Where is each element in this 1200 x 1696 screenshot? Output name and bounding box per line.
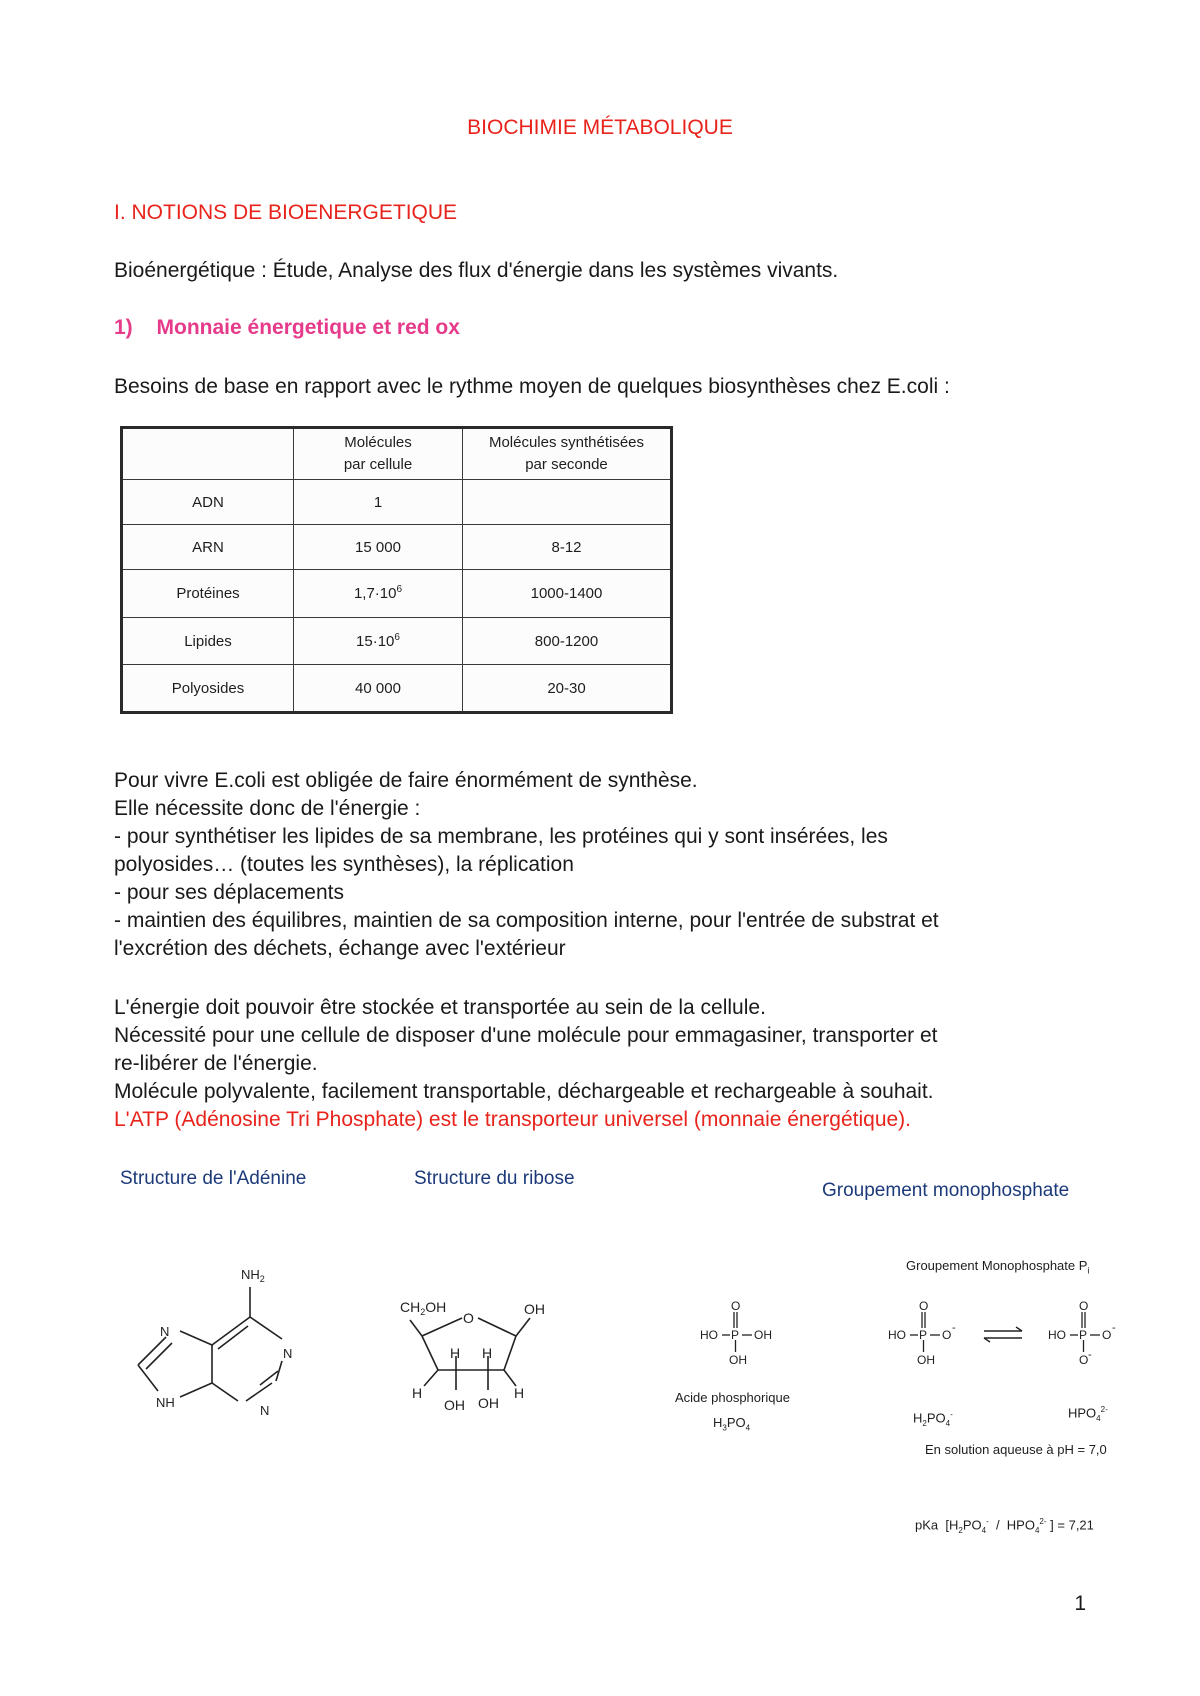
svg-text:OH: OH [729, 1353, 747, 1367]
acid-name: Acide phosphorique [675, 1390, 790, 1405]
svg-text:HO: HO [700, 1328, 718, 1342]
svg-text:O: O [463, 1310, 474, 1326]
dihydrogen-phosphate-structure [888, 1298, 978, 1368]
atp-statement: L'ATP (Adénosine Tri Phosphate) est le transporteur universel (monnaie énergétique). [114, 1108, 912, 1131]
table-intro: Besoins de base en rapport avec le rythme moyen de quelques biosynthèses chez E.coli : [114, 375, 950, 398]
svg-text:P: P [919, 1328, 928, 1342]
text-line: - pour ses déplacements [114, 881, 344, 904]
adenine-caption: Structure de l'Adénine [120, 1168, 307, 1189]
per-cell-exponent: 6 [394, 632, 400, 644]
text-line: Molécule polyvalente, facilement transportable, déchargeable et rechargeable à souhait. [114, 1080, 934, 1103]
species-left: $H_2PO_4^-$ [913, 1410, 953, 1428]
subsection-heading [114, 316, 460, 340]
ribose-caption: Structure du ribose [414, 1168, 575, 1189]
svg-text:H: H [412, 1385, 423, 1401]
header-per-second-line2: par seconde [525, 456, 608, 473]
phosphate-subtitle-sub: i [1087, 1265, 1090, 1276]
svg-text:N: N [260, 1403, 270, 1418]
svg-text:O: O [942, 1328, 952, 1342]
ribose-structure [400, 1290, 600, 1440]
per-second-value: 800-1200 [463, 617, 672, 665]
per-second-value [463, 480, 672, 525]
text-line: l'excrétion des déchets, échange avec l'extérieur [114, 937, 566, 960]
svg-text:N: N [160, 1324, 170, 1339]
header-per-cell [294, 428, 463, 480]
biosynthesis-table [120, 426, 673, 714]
svg-text:-: - [1112, 1322, 1116, 1334]
svg-text:P: P [1079, 1328, 1088, 1342]
text-line: Elle nécessite donc de l'énergie : [114, 797, 421, 820]
svg-text:OH: OH [917, 1353, 935, 1367]
text-line: - pour synthétiser les lipides de sa membrane, les protéines qui y sont insérées, les [114, 825, 888, 848]
per-cell-mantissa: 15·10 [356, 633, 395, 651]
condition-text: En solution aqueuse à pH = 7,0 [925, 1442, 1107, 1457]
svg-text:OH: OH [444, 1397, 465, 1413]
per-cell-value: 40 000 [294, 665, 463, 713]
molecule-name: ARN [122, 525, 294, 570]
svg-text:O: O [919, 1299, 929, 1313]
text-line: Nécessité pour une cellule de disposer d'une molécule pour emmagasiner, transporter et [114, 1024, 938, 1047]
subsection-number: 1) [114, 316, 133, 339]
text-line: - maintien des équilibres, maintien de sa composition interne, pour l'entrée de substrat et [114, 909, 939, 932]
hydrogen-phosphate-structure [1048, 1298, 1138, 1368]
page-number: 1 [1074, 1592, 1086, 1615]
svg-text:H: H [514, 1385, 525, 1401]
svg-text:NH: NH [156, 1395, 175, 1410]
equilibrium-arrow-icon [980, 1324, 1026, 1346]
phosphoric-acid-structure [700, 1298, 790, 1368]
table-row [122, 617, 672, 665]
text-line: re-libérer de l'énergie. [114, 1052, 318, 1075]
phosphate-subtitle [906, 1258, 1089, 1276]
text-line: L'énergie doit pouvoir être stockée et transportée au sein de la cellule. [114, 996, 766, 1019]
header-per-cell-line2: par cellule [343, 456, 413, 473]
header-per-second-line1: Molécules synthétisées [488, 434, 645, 451]
svg-text:HO: HO [888, 1328, 906, 1342]
svg-text:CH2OH: $CH_2OH$ [400, 1299, 447, 1317]
bioenergetics-definition: Bioénergétique : Étude, Analyse des flux d'énergie dans les systèmes vivants. [114, 259, 839, 282]
table-row [122, 480, 672, 525]
svg-text:-: - [952, 1322, 956, 1334]
paragraph-energy-needs [114, 767, 939, 963]
svg-text:NH2: $NH_2$ [241, 1267, 265, 1284]
svg-text:HO: HO [1048, 1328, 1066, 1342]
document-title: BIOCHIMIE MÉTABOLIQUE [467, 116, 733, 139]
table-row [122, 525, 672, 570]
svg-text:N: N [283, 1346, 293, 1361]
table-row [122, 665, 672, 713]
phosphate-subtitle-text: Groupement Monophosphate P [906, 1258, 1088, 1273]
paragraph-energy-storage [114, 994, 937, 1134]
svg-text:P: P [731, 1328, 740, 1342]
header-per-cell-line1: Molécules [344, 434, 412, 451]
svg-text:H: H [450, 1345, 461, 1361]
svg-text:-: - [1088, 1349, 1092, 1361]
svg-text:O: O [731, 1299, 741, 1313]
adenine-structure [120, 1265, 320, 1435]
header-empty-cell [122, 428, 294, 480]
molecule-name: Lipides [122, 617, 294, 665]
molecule-name: Protéines [122, 570, 294, 618]
per-cell-exponent: 6 [396, 584, 403, 596]
per-cell-value [294, 570, 463, 618]
acid-formula: $H_3PO_4$ [713, 1415, 751, 1433]
per-second-value: 8-12 [463, 525, 672, 570]
per-cell-value [294, 617, 463, 665]
per-cell-mantissa: 1,7·10 [353, 585, 397, 603]
per-second-value: 1000-1400 [463, 570, 672, 618]
svg-text:OH: OH [524, 1301, 545, 1317]
per-second-value: 20-30 [463, 665, 672, 713]
per-cell-value: 1 [294, 480, 463, 525]
pka-text: pKa [$H_2PO_4^- / HPO_4^{2-}$ ] = 7,21 [915, 1517, 1094, 1535]
table-row [122, 570, 672, 618]
svg-text:O: O [1079, 1299, 1089, 1313]
svg-text:OH: OH [478, 1395, 499, 1411]
section-heading: I. NOTIONS DE BIOENERGETIQUE [114, 201, 458, 224]
text-line: polyosides… (toutes les synthèses), la réplication [114, 853, 574, 876]
header-per-second [463, 428, 672, 480]
phosphate-caption: Groupement monophosphate [822, 1180, 1070, 1201]
svg-text:H: H [482, 1345, 493, 1361]
subsection-title: Monnaie énergetique et red ox [156, 316, 460, 339]
per-cell-value: 15 000 [294, 525, 463, 570]
species-right: $HPO_4^{2-}$ [1068, 1405, 1108, 1423]
svg-text:OH: OH [754, 1328, 772, 1342]
svg-text:O: O [1102, 1328, 1112, 1342]
text-line: Pour vivre E.coli est obligée de faire énormément de synthèse. [114, 769, 698, 792]
molecule-name: ADN [122, 480, 294, 525]
table-header-row [122, 428, 672, 480]
svg-text:O: O [1079, 1353, 1089, 1367]
molecule-name: Polyosides [122, 665, 294, 713]
